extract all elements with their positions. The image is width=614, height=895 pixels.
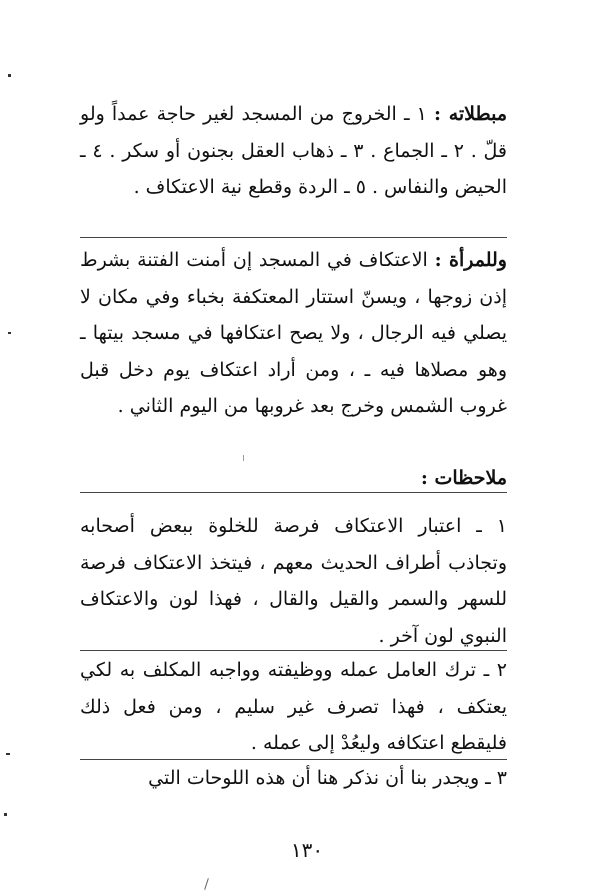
notes-heading-block <box>80 460 507 497</box>
scan-speck <box>8 74 11 77</box>
note-item-2 <box>80 652 507 762</box>
note-item-3 <box>80 760 507 797</box>
section-divider <box>80 237 507 238</box>
section-mubtilat <box>80 96 507 206</box>
scan-speck <box>4 813 7 816</box>
page-number: ١٣٠ <box>290 838 324 862</box>
mubtilat-heading: مبطلاته : <box>433 103 507 125</box>
scan-speck <box>204 878 209 890</box>
note-text: ٣ ـ ويجدر بنا أن نذكر هنا أن هذه اللوحات التي <box>148 767 507 789</box>
women-text: الاعتكاف في المسجد إن أمنت الفتنة بشرط إذن زوجها ، ويسنّ استتار المعتكفة بخباء وفي مكان لا يصلي فيه الرجال ، ولا يصح اعتكافها في مسجد بيتها ـ وهو مصلاها فيه ـ ، ومن أراد اعتكاف يوم دخل قبل غروب الشمس وخرج بعد غروبها من اليوم الثاني . <box>80 249 507 417</box>
notes-heading: ملاحظات : <box>420 467 507 489</box>
mubtilat-text: ١ ـ الخروج من المسجد لغير حاجة عمداً ولو قلّ . ٢ ـ الجماع . ٣ ـ ذهاب العقل بجنون أو سكر . ٤ ـ الحيض والنفاس . ٥ ـ الردة وقطع نية الاعتكاف . <box>80 103 508 198</box>
note-text: ١ ـ اعتبار الاعتكاف فرصة للخلوة ببعض أصحابه وتجاذب أطراف الحديث معهم ، فيتخذ الاعتكاف فرصة للسهر والسمر والقيل والقال ، فهذا لون والاعتكاف النبوي لون آخر . <box>80 515 507 647</box>
note-text: ٢ ـ ترك العامل عمله ووظيفته وواجبه المكلف به لكي يعتكف ، فهذا تصرف غير سليم ، ومن فعل ذلك فليقطع اعتكافه وليعُدْ إلى عمله . <box>80 659 507 754</box>
section-divider <box>80 650 507 651</box>
paragraph-mubtilat <box>80 96 507 206</box>
paragraph-women <box>80 242 507 425</box>
scan-speck <box>8 332 11 334</box>
section-women <box>80 242 507 425</box>
women-heading: وللمرأة : <box>434 249 507 271</box>
scan-speck <box>6 753 10 755</box>
scan-speck <box>243 455 244 461</box>
note-item-1 <box>80 508 507 654</box>
